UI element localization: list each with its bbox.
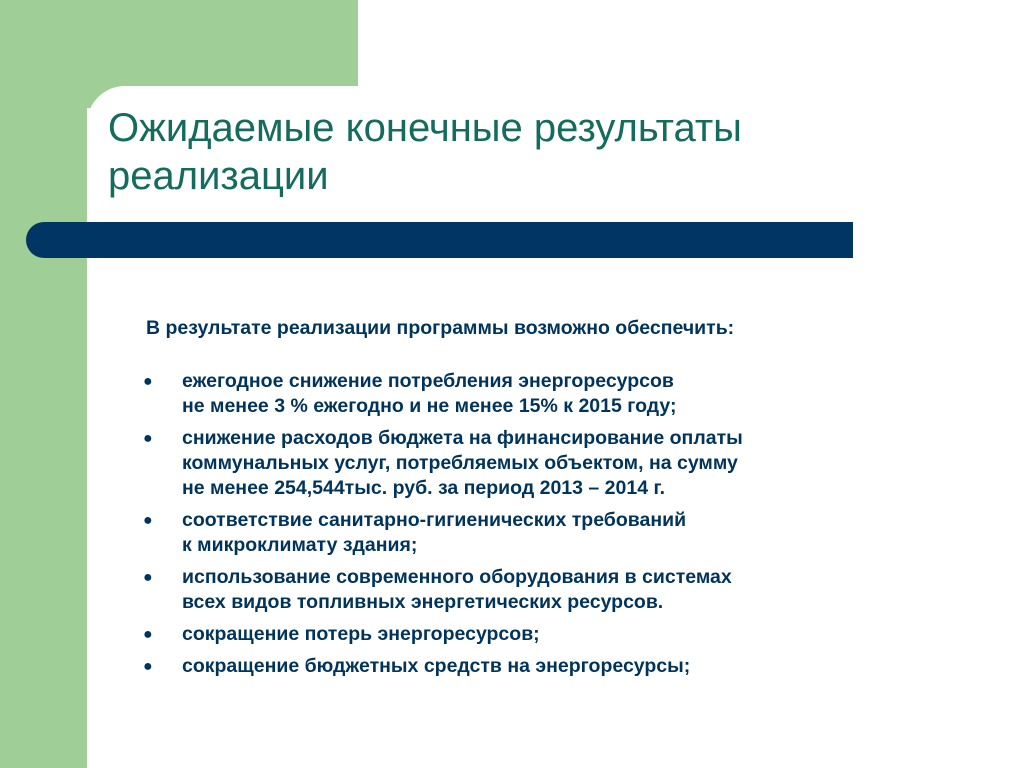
list-item-line: не менее 3 % ежегодно и не менее 15% к 2015 году; (182, 395, 677, 417)
bullet-icon: ● (143, 569, 153, 586)
title-line-1: Ожидаемые конечные результаты (108, 106, 742, 150)
list-item-line: сокращение потерь энергоресурсов; (182, 623, 540, 645)
list-item-line: к микроклимату здания; (182, 534, 418, 556)
bullet-icon: ● (143, 430, 153, 447)
green-side-band (0, 0, 87, 768)
title-underline-bar (26, 222, 853, 258)
intro-text: В результате реализации программы возможно обеспечить: (146, 317, 735, 339)
slide-body (143, 315, 966, 686)
bullet-icon: ● (143, 373, 153, 390)
results-list (143, 369, 966, 679)
list-item (143, 508, 966, 558)
list-item-line: соответствие санитарно-гигиенических требований (182, 509, 687, 531)
bullet-icon: ● (143, 512, 153, 529)
list-item (143, 654, 966, 679)
bullet-icon: ● (143, 658, 153, 675)
list-item-line: сокращение бюджетных средств на энергоресурсы; (182, 655, 691, 677)
list-item-line: использование современного оборудования в системах (182, 566, 732, 588)
list-item (143, 426, 966, 501)
list-item (143, 369, 966, 419)
bullet-icon: ● (143, 626, 153, 643)
list-item-line: снижение расходов бюджета на финансирование оплаты (182, 427, 743, 449)
list-item (143, 565, 966, 615)
list-item-line: коммунальных услуг, потребляемых объектом, на сумму (182, 452, 738, 474)
list-item-line: ежегодное снижение потребления энергоресурсов (182, 370, 674, 392)
list-item-line: всех видов топливных энергетических ресурсов. (182, 591, 664, 613)
title-line-2: реализации (108, 154, 329, 198)
list-item (143, 622, 966, 647)
list-item-line: не менее 254,544тыс. руб. за период 2013 – 2014 г. (182, 477, 666, 499)
slide-title (108, 104, 968, 200)
